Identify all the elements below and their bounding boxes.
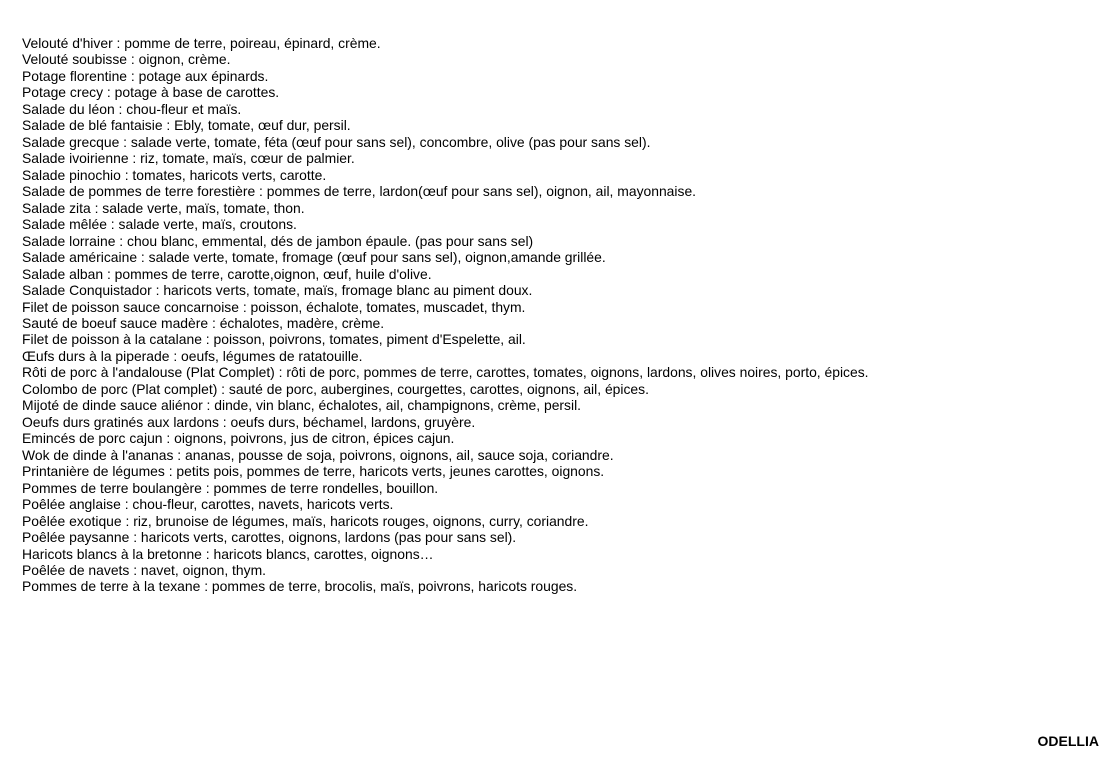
- recipe-line: Salade de blé fantaisie : Ebly, tomate, œuf dur, persil.: [22, 117, 351, 134]
- recipe-line: Salade Conquistador : haricots verts, tomate, maïs, fromage blanc au piment doux.: [22, 282, 533, 299]
- recipe-line: Mijoté de dinde sauce aliénor : dinde, vin blanc, échalotes, ail, champignons, crème, persil.: [22, 397, 582, 414]
- recipe-line: Salade américaine : salade verte, tomate, fromage (œuf pour sans sel), oignon,amande grillée.: [22, 249, 606, 266]
- recipe-line: Salade grecque : salade verte, tomate, féta (œuf pour sans sel), concombre, olive (pas pour sans sel).: [22, 133, 651, 150]
- recipe-line: Salade pinochio : tomates, haricots verts, carotte.: [22, 166, 327, 183]
- recipe-line: Poêlée anglaise : chou-fleur, carottes, navets, haricots verts.: [22, 496, 394, 513]
- recipe-line: Velouté d'hiver : pomme de terre, poireau, épinard, crème.: [22, 35, 381, 51]
- recipe-line: Poêlée de navets : navet, oignon, thym.: [22, 562, 267, 578]
- recipe-line: Poêlée exotique : riz, brunoise de légumes, maïs, haricots rouges, oignons, curry, coriandre.: [22, 512, 589, 529]
- recipe-line: Pommes de terre boulangère : pommes de terre rondelles, bouillon.: [22, 479, 439, 496]
- recipe-line: Velouté soubisse : oignon, crème.: [22, 51, 231, 68]
- recipe-list: [22, 35, 1102, 595]
- recipe-line: Salade de pommes de terre forestière : pommes de terre, lardon(œuf pour sans sel), oignon, ail, mayonnaise.: [22, 183, 697, 200]
- recipe-line: Printanière de légumes : petits pois, pommes de terre, haricots verts, jeunes carottes, oignons.: [22, 463, 605, 480]
- recipe-line: Salade alban : pommes de terre, carotte,oignon, œuf, huile d'olive.: [22, 265, 432, 282]
- recipe-line: Emincés de porc cajun : oignons, poivrons, jus de citron, épices cajun.: [22, 430, 455, 447]
- recipe-line: Filet de poisson à la catalane : poisson, poivrons, tomates, piment d'Espelette, ail.: [22, 331, 526, 348]
- recipe-line: Salade du léon : chou-fleur et maïs.: [22, 100, 242, 117]
- recipe-line: Sauté de boeuf sauce madère : échalotes, madère, crème.: [22, 314, 385, 331]
- recipe-line: Rôti de porc à l'andalouse (Plat Complet) : rôti de porc, pommes de terre, carottes, tomates, oignons, lardons, olives noires, porto, épices.: [22, 364, 869, 381]
- recipe-line: Filet de poisson sauce concarnoise : poisson, échalote, tomates, muscadet, thym.: [22, 298, 526, 315]
- recipe-line: Oeufs durs gratinés aux lardons : oeufs durs, béchamel, lardons, gruyère.: [22, 413, 476, 430]
- recipe-line: Poêlée paysanne : haricots verts, carottes, oignons, lardons (pas pour sans sel).: [22, 529, 517, 546]
- recipe-line: Wok de dinde à l'ananas : ananas, pousse de soja, poivrons, oignons, ail, sauce soja, coriandre.: [22, 446, 614, 463]
- footer-brand: ODELLIA: [1037, 733, 1099, 749]
- recipe-line: Salade ivoirienne : riz, tomate, maïs, cœur de palmier.: [22, 150, 355, 167]
- recipe-line: Colombo de porc (Plat complet) : sauté de porc, aubergines, courgettes, carottes, oignons, ail, épices.: [22, 380, 649, 397]
- recipe-line: Salade lorraine : chou blanc, emmental, dés de jambon épaule. (pas pour sans sel): [22, 232, 534, 249]
- recipe-line: Pommes de terre à la texane : pommes de terre, brocolis, maïs, poivrons, haricots rouges.: [22, 578, 578, 595]
- recipe-line: Salade mêlée : salade verte, maïs, croutons.: [22, 216, 297, 233]
- recipe-line: Œufs durs à la piperade : oeufs, légumes de ratatouille.: [22, 347, 363, 364]
- recipe-line: Potage florentine : potage aux épinards.: [22, 67, 269, 84]
- recipe-line: Salade zita : salade verte, maïs, tomate, thon.: [22, 199, 305, 216]
- recipe-line: Haricots blancs à la bretonne : haricots blancs, carottes, oignons…: [22, 545, 434, 562]
- recipe-line: Potage crecy : potage à base de carottes.: [22, 84, 280, 101]
